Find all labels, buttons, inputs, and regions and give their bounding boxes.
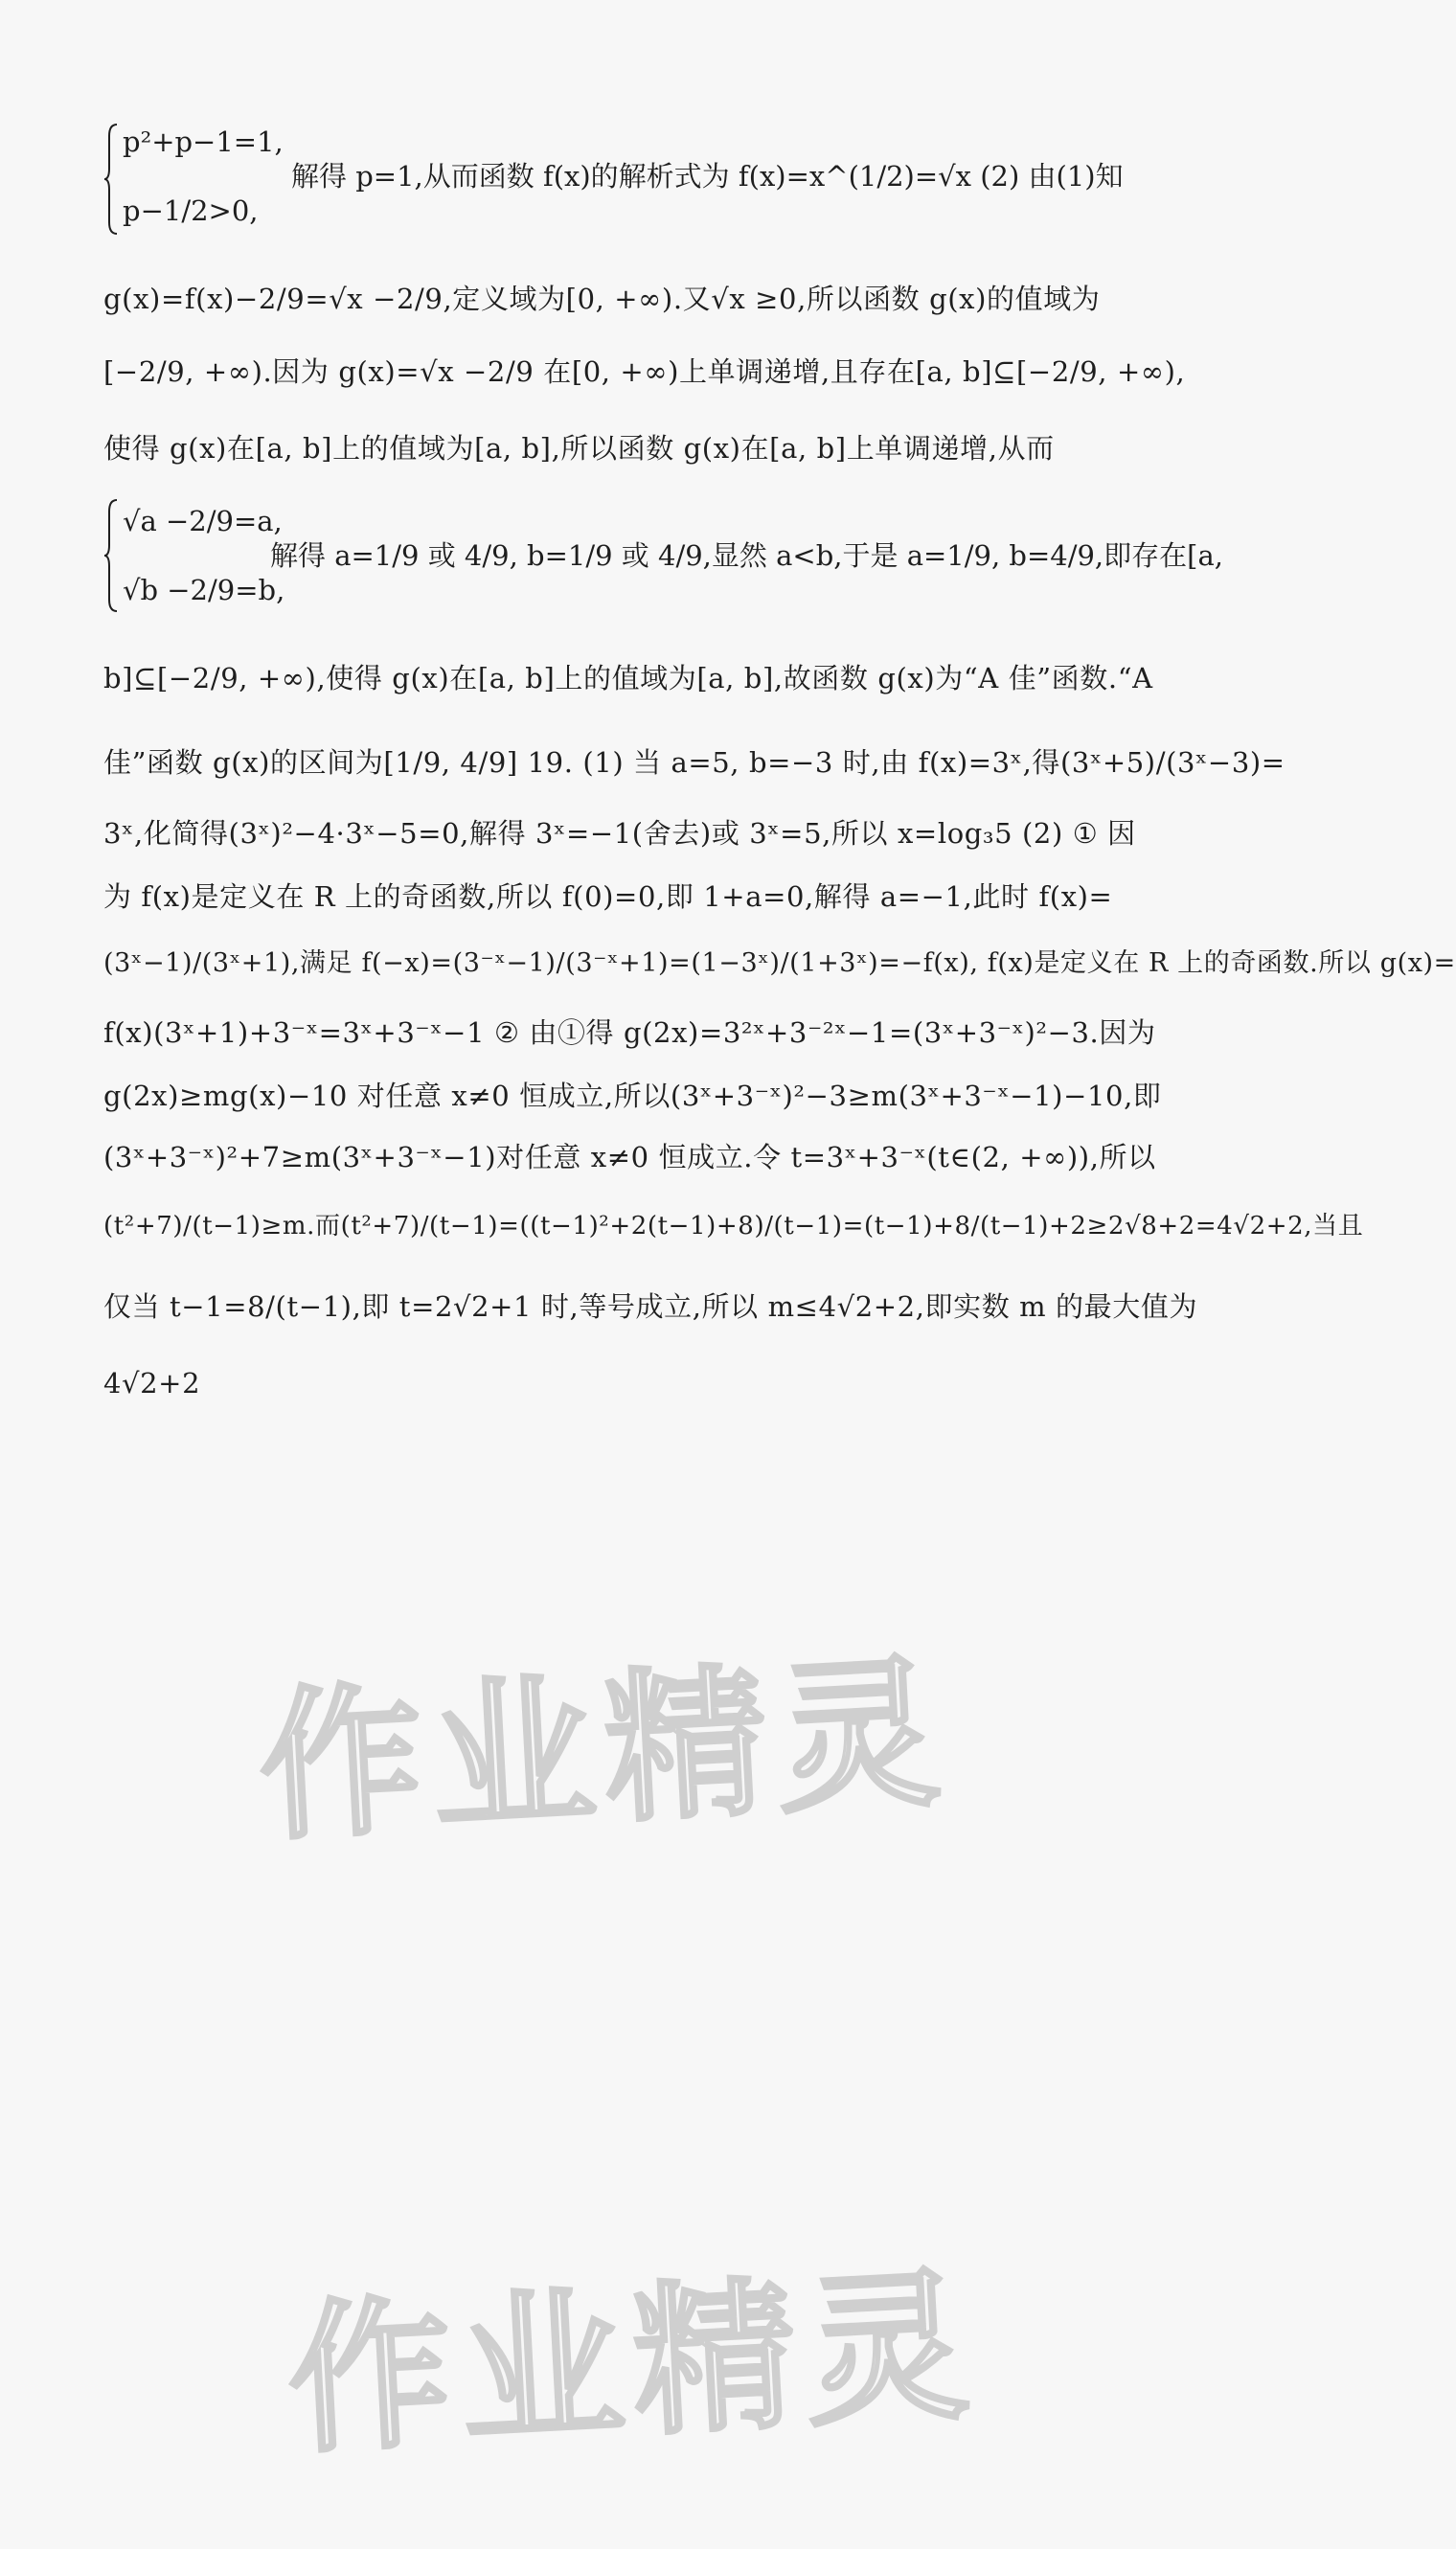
system-2-row-2: √b −2/9=b, — [123, 574, 285, 606]
text-line-11: (3ˣ+3⁻ˣ)²+7≥m(3ˣ+3⁻ˣ−1)对任意 x≠0 恒成立.令 t=3ˣ+3⁻ˣ(t∈(2, +∞)),所以 — [103, 1141, 1156, 1173]
text-line-9: f(x)(3ˣ+1)+3⁻ˣ=3ˣ+3⁻ˣ−1 ② 由①得 g(2x)=3²ˣ+3⁻²ˣ−1=(3ˣ+3⁻ˣ)²−3.因为 — [103, 1016, 1156, 1049]
text-line-10: g(2x)≥mg(x)−10 对任意 x≠0 恒成立,所以(3ˣ+3⁻ˣ)²−3≥m(3ˣ+3⁻ˣ−1)−10,即 — [103, 1080, 1162, 1112]
left-brace-icon — [103, 123, 119, 236]
text-line-7: 为 f(x)是定义在 R 上的奇函数,所以 f(0)=0,即 1+a=0,解得 a=−1,此时 f(x)= — [103, 880, 1113, 913]
system-1-row-1: p²+p−1=1, — [123, 125, 284, 158]
text-line-6: 3ˣ,化简得(3ˣ)²−4·3ˣ−5=0,解得 3ˣ=−1(舍去)或 3ˣ=5,所以 x=log₃5 (2) ① 因 — [103, 817, 1136, 850]
system-1-tail-text: 解得 p=1,从而函数 f(x)的解析式为 f(x)=x^(1/2)=√x (2) 由(1)知 — [291, 160, 1124, 193]
text-line-5: 佳”函数 g(x)的区间为[1/9, 4/9] 19. (1) 当 a=5, b=−3 时,由 f(x)=3ˣ,得(3ˣ+5)/(3ˣ−3)= — [103, 746, 1285, 779]
text-line-12: (t²+7)/(t−1)≥m.而(t²+7)/(t−1)=((t−1)²+2(t−1)+8)/(t−1)=(t−1)+8/(t−1)+2≥2√8+2=4√2+2,当且 — [103, 1212, 1364, 1240]
left-brace-icon — [103, 498, 119, 613]
watermark-logo: 作业精灵 — [255, 1638, 954, 1864]
text-line-3: 使得 g(x)在[a, b]上的值域为[a, b],所以函数 g(x)在[a, b]上单调递增,从而 — [103, 432, 1055, 465]
text-line-2: [−2/9, +∞).因为 g(x)=√x −2/9 在[0, +∞)上单调递增,且存在[a, b]⊆[−2/9, +∞), — [103, 355, 1186, 388]
system-2-tail-text: 解得 a=1/9 或 4/9, b=1/9 或 4/9,显然 a<b,于是 a=1/9, b=4/9,即存在[a, — [270, 539, 1223, 572]
system-1-row-2: p−1/2>0, — [123, 194, 259, 227]
text-line-8: (3ˣ−1)/(3ˣ+1),满足 f(−x)=(3⁻ˣ−1)/(3⁻ˣ+1)=(1−3ˣ)/(1+3ˣ)=−f(x), f(x)是定义在 R 上的奇函数.所以 g(x)= — [103, 948, 1456, 978]
text-line-4: b]⊆[−2/9, +∞),使得 g(x)在[a, b]上的值域为[a, b],故函数 g(x)为“A 佳”函数.“A — [103, 662, 1153, 694]
text-line-1: g(x)=f(x)−2/9=√x −2/9,定义域为[0, +∞).又√x ≥0,所以函数 g(x)的值域为 — [103, 283, 1101, 315]
text-line-14: 4√2+2 — [103, 1367, 201, 1400]
system-2-row-1: √a −2/9=a, — [123, 505, 283, 537]
watermark-logo: 作业精灵 — [284, 2251, 983, 2477]
text-line-13: 仅当 t−1=8/(t−1),即 t=2√2+1 时,等号成立,所以 m≤4√2+2,即实数 m 的最大值为 — [103, 1290, 1198, 1323]
